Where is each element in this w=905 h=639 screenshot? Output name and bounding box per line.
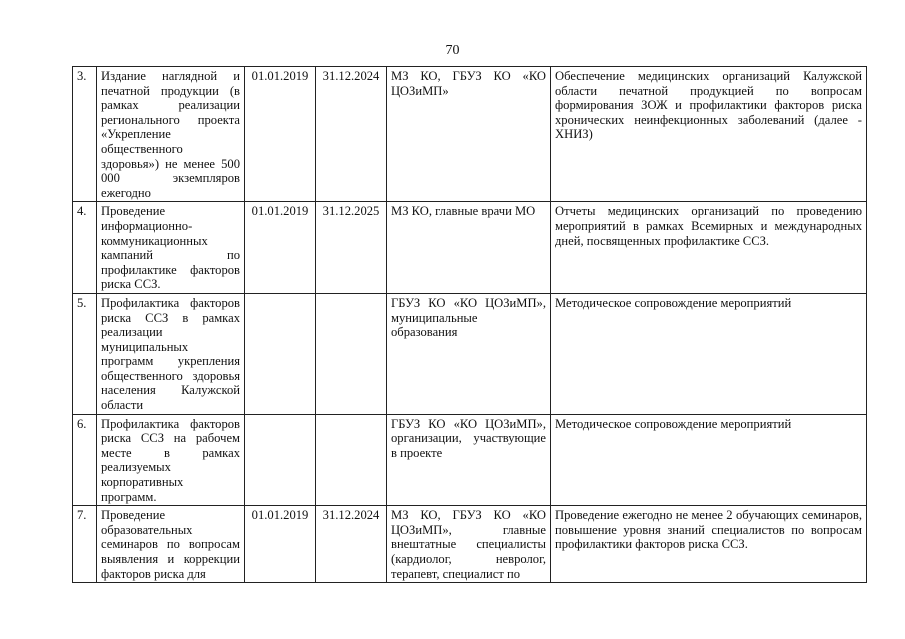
executors-cell: ГБУЗ КО «КО ЦОЗиМП», муниципальные образования	[387, 293, 551, 414]
executors-cell: ГБУЗ КО «КО ЦОЗиМП», организации, участвующие в проекте	[387, 414, 551, 506]
expected-result-cell: Методическое сопровождение мероприятий	[551, 414, 867, 506]
executors-cell: МЗ КО, ГБУЗ КО «КО ЦОЗиМП», главные внештатные специалисты (кардиолог, невролог, терапевт, специалист по	[387, 506, 551, 583]
start-date-cell	[245, 293, 316, 414]
row-number-cell: 3.	[73, 67, 97, 202]
activities-table	[72, 66, 867, 583]
activity-name-cell: Проведение образовательных семинаров по вопросам выявления и коррекции факторов риска для	[97, 506, 245, 583]
start-date-cell: 01.01.2019	[245, 506, 316, 583]
page-number: 70	[445, 43, 460, 58]
table-row	[73, 293, 867, 414]
activity-name-cell: Профилактика факторов риска ССЗ на рабочем месте в рамках реализуемых корпоративных программ.	[97, 414, 245, 506]
expected-result-cell: Отчеты медицинских организаций по проведению мероприятий в рамках Всемирных и международных дней, посвященных профилактике ССЗ.	[551, 202, 867, 294]
executors-cell: МЗ КО, ГБУЗ КО «КО ЦОЗиМП»	[387, 67, 551, 202]
end-date-cell: 31.12.2024	[316, 67, 387, 202]
end-date-cell	[316, 293, 387, 414]
expected-result-cell: Методическое сопровождение мероприятий	[551, 293, 867, 414]
end-date-cell: 31.12.2025	[316, 202, 387, 294]
activity-name-cell: Издание наглядной и печатной продукции (в рамках реализации регионального проекта «Укрепление общественного здоровья») не менее 500 000 экземпляров ежегодно	[97, 67, 245, 202]
start-date-cell: 01.01.2019	[245, 67, 316, 202]
row-number-cell: 7.	[73, 506, 97, 583]
end-date-cell	[316, 414, 387, 506]
table-row	[73, 414, 867, 506]
end-date-cell: 31.12.2024	[316, 506, 387, 583]
table-row	[73, 506, 867, 583]
start-date-cell	[245, 414, 316, 506]
row-number-cell: 4.	[73, 202, 97, 294]
activity-name-cell: Проведение информационно-коммуникационных кампаний по профилактике факторов риска ССЗ.	[97, 202, 245, 294]
expected-result-cell: Проведение ежегодно не менее 2 обучающих семинаров, повышение уровня знаний специалистов по вопросам профилактики факторов риска ССЗ.	[551, 506, 867, 583]
table-row	[73, 202, 867, 294]
activity-name-cell: Профилактика факторов риска ССЗ в рамках реализации муниципальных программ укрепления общественного здоровья населения Калужской области	[97, 293, 245, 414]
row-number-cell: 5.	[73, 293, 97, 414]
executors-cell: МЗ КО, главные врачи МО	[387, 202, 551, 294]
row-number-cell: 6.	[73, 414, 97, 506]
start-date-cell: 01.01.2019	[245, 202, 316, 294]
table-row	[73, 67, 867, 202]
expected-result-cell: Обеспечение медицинских организаций Калужской области печатной продукцией по вопросам формирования ЗОЖ и профилактики факторов риска хронических неинфекционных заболеваний (далее - ХНИЗ)	[551, 67, 867, 202]
